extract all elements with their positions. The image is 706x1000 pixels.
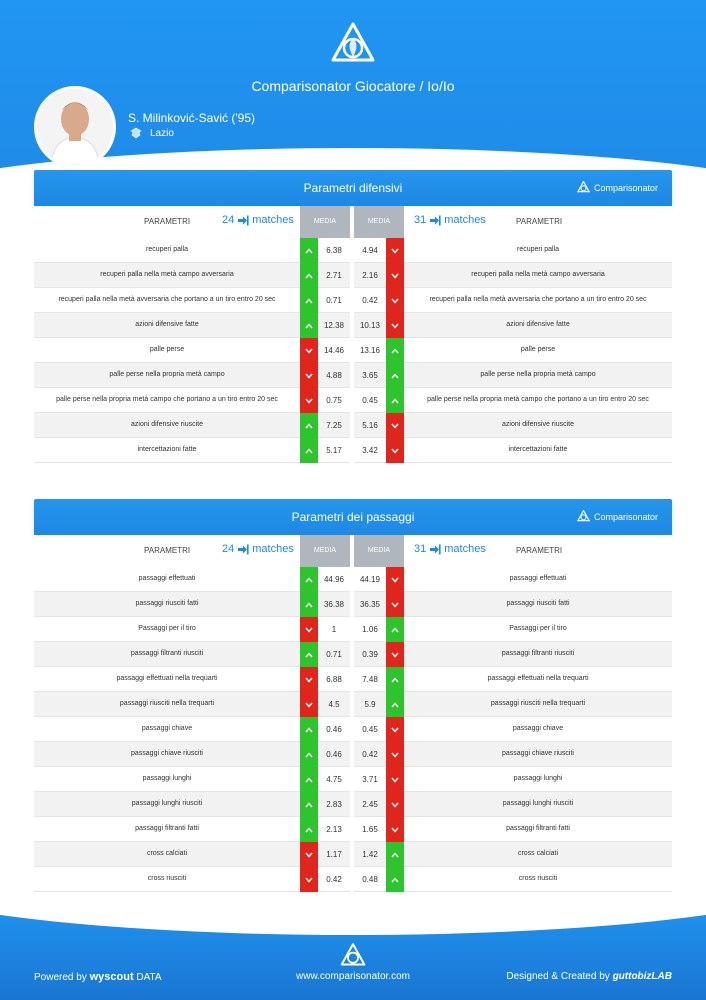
chevron-up-icon	[305, 752, 313, 758]
trend-indicator-left	[300, 642, 318, 667]
value-right: 10.13	[359, 321, 381, 330]
chevron-down-icon	[391, 602, 399, 608]
trend-indicator-right	[386, 288, 404, 313]
chevron-down-icon	[391, 577, 399, 583]
row-label-left: recuperi palla nella metà campo avversaria	[100, 271, 234, 278]
param-header-left: PARAMETRI	[144, 546, 191, 555]
chevron-down-icon	[391, 827, 399, 833]
panel-brand	[577, 510, 658, 523]
row-label-right: passaggi lunghi riusciti	[502, 800, 574, 807]
row-label-left: passaggi riusciti nella trequarti	[119, 700, 215, 707]
chevron-up-icon	[305, 602, 313, 608]
row-label-right: Passaggi per il tiro	[509, 625, 567, 632]
row-label-right: passaggi lunghi	[513, 775, 563, 782]
row-label-right: cross riusciti	[518, 875, 558, 882]
value-right: 5.16	[362, 421, 378, 430]
trend-indicator-left	[300, 338, 318, 363]
row-label-right: passaggi filtranti riusciti	[501, 650, 575, 657]
trend-indicator-left	[300, 717, 318, 742]
trend-indicator-left	[300, 867, 318, 892]
row-label-left: palle perse	[149, 346, 185, 353]
value-right: 0.48	[362, 875, 378, 884]
chevron-up-icon	[305, 248, 313, 254]
row-label-left: palle perse nella propria metà campo	[109, 371, 225, 378]
chevron-up-icon	[305, 323, 313, 329]
chevron-up-icon	[391, 348, 399, 354]
trend-indicator-left	[300, 413, 318, 438]
trend-indicator-right	[386, 767, 404, 792]
chevron-down-icon	[391, 273, 399, 279]
player-photo-icon	[37, 89, 113, 165]
trend-indicator-left	[300, 667, 318, 692]
matches-word-right: matches	[444, 543, 486, 555]
value-left: 0.71	[326, 650, 342, 659]
chevron-up-icon	[391, 398, 399, 404]
trend-indicator-left	[300, 617, 318, 642]
chevron-down-icon	[305, 627, 313, 633]
row-label-right: passaggi chiave riusciti	[502, 750, 574, 757]
trend-indicator-right	[386, 717, 404, 742]
chevron-down-icon	[305, 348, 313, 354]
chevron-down-icon	[305, 852, 313, 858]
row-label-left: passaggi lunghi	[142, 775, 192, 782]
table-row	[34, 567, 672, 592]
trend-indicator-right	[386, 413, 404, 438]
matches-count-left: 24	[222, 543, 235, 555]
chevron-down-icon	[305, 398, 313, 404]
chevron-down-icon	[391, 752, 399, 758]
value-right: 13.16	[359, 346, 381, 355]
value-left: 0.46	[326, 725, 342, 734]
chevron-up-icon	[305, 298, 313, 304]
table-row	[34, 792, 672, 817]
trend-indicator-left	[300, 692, 318, 717]
trend-indicator-left	[300, 263, 318, 288]
panel-header	[34, 170, 672, 206]
value-right: 5.9	[364, 700, 376, 709]
value-right: 3.71	[362, 775, 378, 784]
media-header-right: MEDIA	[354, 535, 404, 567]
table-row	[34, 438, 672, 463]
stats-rows	[34, 567, 672, 892]
table-row	[34, 817, 672, 842]
value-left: 2.71	[326, 271, 342, 280]
chevron-down-icon	[391, 248, 399, 254]
panel-header	[34, 499, 672, 535]
chevron-down-icon	[305, 677, 313, 683]
footer-curve	[0, 895, 706, 935]
row-label-right: palle perse	[520, 346, 556, 353]
value-left: 44.96	[323, 575, 345, 584]
team-eagle-icon	[130, 127, 142, 139]
panel-brand-label: Comparisonator	[593, 511, 658, 522]
panel-title: Parametri difensivi	[303, 181, 403, 195]
trend-indicator-right	[386, 667, 404, 692]
value-left: 14.46	[323, 346, 345, 355]
sign-in-arrow-icon	[237, 544, 249, 555]
matches-left	[222, 543, 294, 555]
footer-credit	[506, 971, 672, 982]
row-label-left: passaggi filtranti riusciti	[130, 650, 204, 657]
trend-indicator-left	[300, 792, 318, 817]
comparisonator-small-icon	[577, 181, 590, 194]
trend-indicator-left	[300, 767, 318, 792]
panel-passing	[34, 499, 672, 892]
trend-indicator-right	[386, 567, 404, 592]
value-right: 1.42	[362, 850, 378, 859]
matches-count-right: 31	[414, 543, 427, 555]
row-label-right: passaggi riusciti fatti	[506, 600, 570, 607]
media-header-right: MEDIA	[354, 206, 404, 238]
row-label-right: recuperi palla	[516, 246, 560, 253]
value-right: 36.35	[359, 600, 381, 609]
row-label-right: azioni difensive riuscite	[502, 421, 574, 428]
chevron-up-icon	[305, 423, 313, 429]
table-row	[34, 742, 672, 767]
table-row	[34, 288, 672, 313]
sign-in-arrow-icon	[429, 544, 441, 555]
value-right: 1.06	[362, 625, 378, 634]
panel-defensive	[34, 170, 672, 463]
panel-title: Parametri dei passaggi	[291, 510, 415, 524]
table-row	[34, 413, 672, 438]
chevron-up-icon	[305, 827, 313, 833]
matches-left	[222, 214, 294, 226]
trend-indicator-left	[300, 842, 318, 867]
row-label-left: recuperi palla	[145, 246, 189, 253]
chevron-down-icon	[305, 373, 313, 379]
trend-indicator-right	[386, 313, 404, 338]
trend-indicator-right	[386, 867, 404, 892]
value-right: 7.48	[362, 675, 378, 684]
powered-brand: wyscout	[89, 971, 134, 983]
sign-in-arrow-icon	[237, 215, 249, 226]
row-label-right: passaggi chiave	[512, 725, 564, 732]
table-row	[34, 313, 672, 338]
param-header-right: PARAMETRI	[516, 546, 563, 555]
value-right: 3.42	[362, 446, 378, 455]
trend-indicator-left	[300, 388, 318, 413]
chevron-down-icon	[391, 323, 399, 329]
chevron-up-icon	[391, 877, 399, 883]
trend-indicator-left	[300, 817, 318, 842]
row-label-right: intercettazioni fatte	[508, 446, 568, 453]
value-right: 0.42	[362, 750, 378, 759]
footer-site-link[interactable]: www.comparisonator.com	[296, 971, 410, 982]
media-header-left: MEDIA	[300, 206, 350, 238]
trend-indicator-left	[300, 438, 318, 463]
row-label-left: passaggi filtranti fatti	[135, 825, 199, 832]
row-label-left: passaggi effettuati	[138, 575, 196, 582]
trend-indicator-right	[386, 363, 404, 388]
trend-indicator-right	[386, 842, 404, 867]
powered-suffix: DATA	[136, 972, 162, 983]
value-left: 4.75	[326, 775, 342, 784]
panel-brand	[577, 181, 658, 194]
chevron-down-icon	[391, 448, 399, 454]
table-row	[34, 388, 672, 413]
trend-indicator-right	[386, 338, 404, 363]
trend-indicator-left	[300, 592, 318, 617]
comparisonator-small-icon	[577, 510, 590, 523]
value-left: 7.25	[326, 421, 342, 430]
matches-word-left: matches	[252, 214, 294, 226]
value-left: 0.71	[326, 296, 342, 305]
value-right: 0.42	[362, 296, 378, 305]
value-left: 4.88	[326, 371, 342, 380]
param-header-left: PARAMETRI	[144, 217, 191, 226]
powered-prefix: Powered by	[34, 972, 87, 983]
stats-rows	[34, 238, 672, 463]
trend-indicator-left	[300, 288, 318, 313]
chevron-up-icon	[305, 802, 313, 808]
table-row	[34, 263, 672, 288]
value-left: 12.38	[323, 321, 345, 330]
row-label-left: azioni difensive fatte	[135, 321, 199, 328]
value-left: 2.13	[326, 825, 342, 834]
matches-word-left: matches	[252, 543, 294, 555]
trend-indicator-right	[386, 817, 404, 842]
value-left: 0.42	[326, 875, 342, 884]
chevron-down-icon	[391, 423, 399, 429]
row-label-right: palle perse nella propria metà campo che portano a un tiro entro 20 sec	[427, 396, 649, 403]
table-row	[34, 617, 672, 642]
value-left: 1	[331, 625, 337, 634]
trend-indicator-right	[386, 263, 404, 288]
column-header	[34, 535, 672, 567]
value-left: 5.17	[326, 446, 342, 455]
value-right: 4.94	[362, 246, 378, 255]
chevron-down-icon	[391, 802, 399, 808]
row-label-left: Passaggi per il tiro	[138, 625, 196, 632]
table-row	[34, 238, 672, 263]
team-row	[130, 127, 174, 139]
row-label-right: passaggi effettuati nella trequarti	[487, 675, 589, 682]
chevron-up-icon	[305, 727, 313, 733]
row-label-right: passaggi riusciti nella trequarti	[490, 700, 586, 707]
chevron-up-icon	[391, 627, 399, 633]
media-header-left: MEDIA	[300, 535, 350, 567]
row-label-left: passaggi chiave	[141, 725, 193, 732]
row-label-right: recuperi palla nella metà campo avversaria	[471, 271, 605, 278]
trend-indicator-right	[386, 238, 404, 263]
row-label-left: cross calciati	[146, 850, 188, 857]
table-row	[34, 767, 672, 792]
table-row	[34, 363, 672, 388]
panel-brand-label: Comparisonator	[593, 182, 658, 193]
row-label-left: recuperi palla nella metà avversaria che portano a un tiro entro 20 sec	[58, 296, 276, 303]
row-label-left: cross riusciti	[147, 875, 187, 882]
trend-indicator-right	[386, 742, 404, 767]
value-right: 44.19	[359, 575, 381, 584]
value-left: 0.75	[326, 396, 342, 405]
trend-indicator-left	[300, 363, 318, 388]
row-label-left: palle perse nella propria metà campo che portano a un tiro entro 20 sec	[56, 396, 278, 403]
value-right: 0.45	[362, 396, 378, 405]
trend-indicator-right	[386, 592, 404, 617]
sign-in-arrow-icon	[429, 215, 441, 226]
credit-prefix: Designed & Created by	[506, 971, 610, 982]
value-right: 2.16	[362, 271, 378, 280]
matches-count-right: 31	[414, 214, 427, 226]
chevron-down-icon	[391, 777, 399, 783]
chevron-up-icon	[391, 702, 399, 708]
row-label-right: recuperi palla nella metà avversaria che portano a un tiro entro 20 sec	[429, 296, 647, 303]
credit-brand: guttobizLAB	[612, 971, 672, 982]
matches-right	[414, 543, 486, 555]
chevron-up-icon	[391, 373, 399, 379]
chevron-up-icon	[391, 852, 399, 858]
chevron-up-icon	[305, 577, 313, 583]
trend-indicator-right	[386, 642, 404, 667]
trend-indicator-right	[386, 617, 404, 642]
chevron-up-icon	[305, 652, 313, 658]
chevron-down-icon	[305, 877, 313, 883]
trend-indicator-right	[386, 792, 404, 817]
matches-word-right: matches	[444, 214, 486, 226]
team-name: Lazio	[150, 127, 174, 139]
matches-count-left: 24	[222, 214, 235, 226]
matches-right	[414, 214, 486, 226]
row-label-left: passaggi effettuati nella trequarti	[116, 675, 218, 682]
comparisonator-logo-icon	[330, 22, 376, 68]
table-row	[34, 667, 672, 692]
value-left: 1.17	[326, 850, 342, 859]
chevron-down-icon	[305, 702, 313, 708]
chevron-up-icon	[305, 273, 313, 279]
chevron-down-icon	[391, 727, 399, 733]
comparisonator-footer-logo-icon	[340, 943, 366, 969]
table-row	[34, 842, 672, 867]
table-row	[34, 642, 672, 667]
row-label-right: passaggi filtranti fatti	[506, 825, 570, 832]
value-right: 3.65	[362, 371, 378, 380]
row-label-left: passaggi lunghi riusciti	[131, 800, 203, 807]
trend-indicator-left	[300, 742, 318, 767]
value-right: 0.45	[362, 725, 378, 734]
value-right: 1.65	[362, 825, 378, 834]
trend-indicator-right	[386, 692, 404, 717]
row-label-right: passaggi effettuati	[509, 575, 567, 582]
chevron-down-icon	[391, 298, 399, 304]
chevron-up-icon	[391, 677, 399, 683]
value-left: 6.38	[326, 246, 342, 255]
row-label-left: intercettazioni fatte	[137, 446, 197, 453]
row-label-left: passaggi riusciti fatti	[135, 600, 199, 607]
trend-indicator-left	[300, 567, 318, 592]
row-label-right: palle perse nella propria metà campo	[480, 371, 596, 378]
chevron-up-icon	[305, 448, 313, 454]
param-header-right: PARAMETRI	[516, 217, 563, 226]
table-row	[34, 867, 672, 892]
row-label-right: cross calciati	[517, 850, 559, 857]
trend-indicator-right	[386, 438, 404, 463]
chevron-down-icon	[391, 652, 399, 658]
trend-indicator-left	[300, 238, 318, 263]
table-row	[34, 338, 672, 363]
trend-indicator-right	[386, 388, 404, 413]
player-name: S. Milinković-Savić ('95)	[128, 111, 255, 125]
chevron-up-icon	[305, 777, 313, 783]
page-title: Comparisonator Giocatore / Io/Io	[251, 78, 455, 94]
row-label-right: azioni difensive fatte	[506, 321, 570, 328]
value-left: 2.83	[326, 800, 342, 809]
value-left: 6.88	[326, 675, 342, 684]
trend-indicator-left	[300, 313, 318, 338]
table-row	[34, 692, 672, 717]
row-label-left: passaggi chiave riusciti	[131, 750, 203, 757]
value-right: 0.39	[362, 650, 378, 659]
column-header	[34, 206, 672, 238]
value-right: 2.45	[362, 800, 378, 809]
value-left: 36.38	[323, 600, 345, 609]
value-left: 4.5	[328, 700, 340, 709]
row-label-left: azioni difensive riuscite	[131, 421, 203, 428]
value-left: 0.46	[326, 750, 342, 759]
table-row	[34, 717, 672, 742]
player-avatar	[34, 86, 116, 168]
table-row	[34, 592, 672, 617]
